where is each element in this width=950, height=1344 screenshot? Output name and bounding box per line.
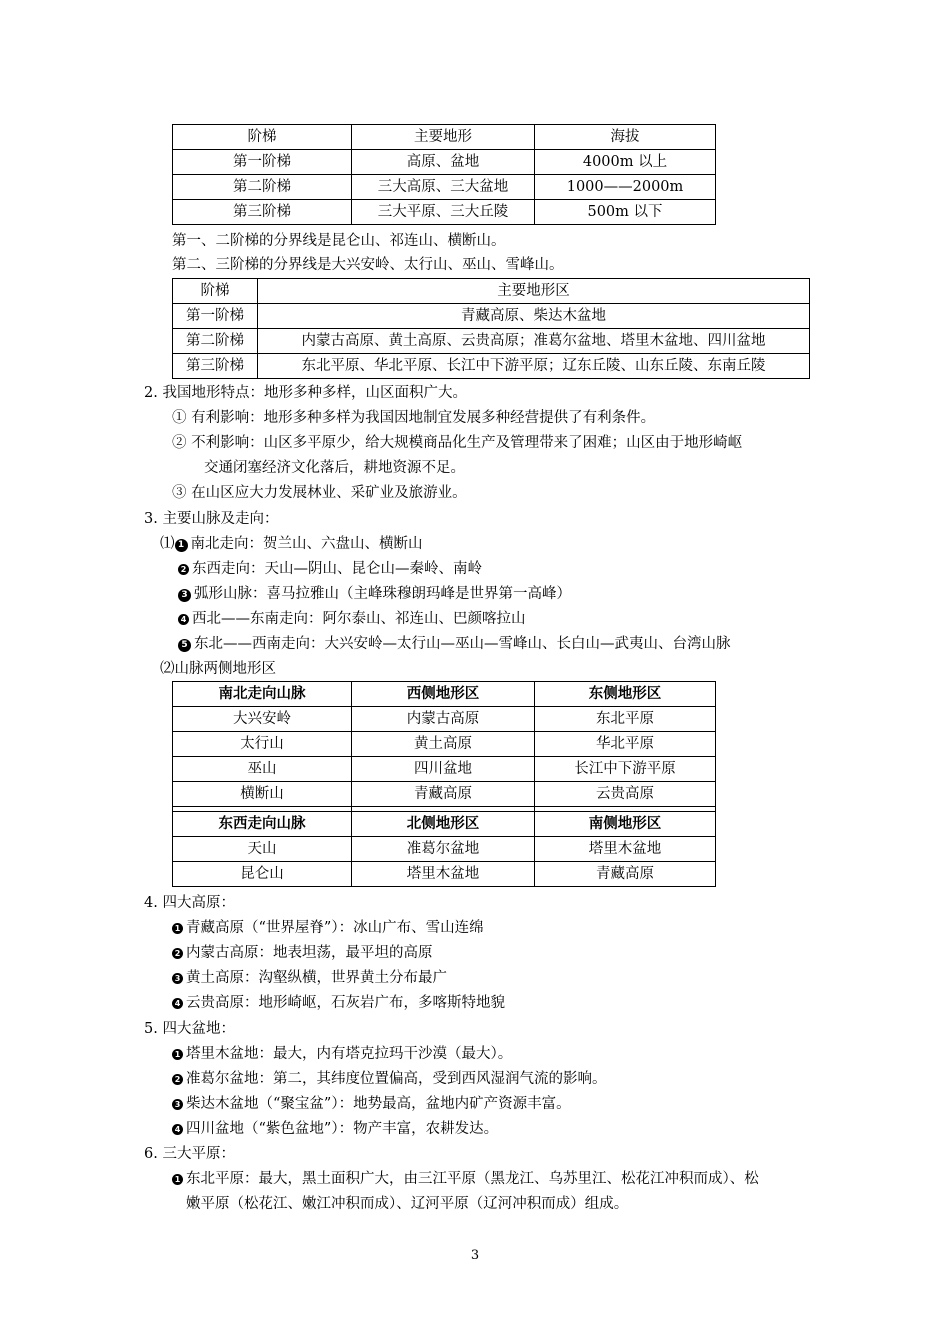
section-6-title: 6. 三大平原： [144, 1146, 235, 1162]
section-6-item-text: 东北平原：最大，黑土面积广大，由三江平原（黑龙江、乌苏里江、松花江冲积而成）、松 [186, 1171, 759, 1187]
table-header: 西侧地形区 [352, 682, 535, 707]
section-3-item [178, 557, 482, 581]
table-cell: 第三阶梯 [173, 354, 258, 379]
section-5-item [172, 1067, 607, 1091]
table-header: 阶梯 [173, 125, 352, 150]
table-cell: 第三阶梯 [173, 200, 352, 225]
section-2-item: 交通闭塞经济文化落后，耕地资源不足。 [204, 460, 465, 476]
section-4-item [172, 991, 505, 1015]
number-marker-icon: 3 [178, 589, 191, 602]
page-number: 3 [470, 1248, 480, 1263]
table-cell: 横断山 [173, 782, 352, 807]
section-6-item-continued: 嫩平原（松花江、嫩江冲积而成）、辽河平原（辽河冲积而成）组成。 [186, 1196, 629, 1212]
table-cell: 太行山 [173, 732, 352, 757]
section-5-item [172, 1092, 571, 1116]
section-5-item [172, 1042, 512, 1066]
table-cell: 巫山 [173, 757, 352, 782]
table-cell: 青藏高原 [535, 862, 716, 887]
table-cell: 长江中下游平原 [535, 757, 716, 782]
table-row [173, 175, 716, 200]
section-3-title: 3. 主要山脉及走向： [144, 511, 279, 527]
section-5-item [172, 1117, 498, 1141]
section-4-item-text: 内蒙古高原：地表坦荡，最平坦的高原 [186, 945, 433, 961]
number-marker-icon: 4 [172, 1124, 183, 1135]
table-cell: 四川盆地 [352, 757, 535, 782]
table-row [173, 707, 716, 732]
table-cell: 云贵高原 [535, 782, 716, 807]
table-cell: 第一阶梯 [173, 304, 258, 329]
number-marker-icon: 2 [178, 564, 189, 575]
table-cell: 4000m 以上 [535, 150, 716, 175]
boundary-line-2: 第二、三阶梯的分界线是大兴安岭、太行山、巫山、雪峰山。 [172, 257, 564, 273]
section-3-item-text: 南北走向：贺兰山、六盘山、横断山 [190, 536, 423, 552]
section-4-item [172, 941, 433, 965]
section-3-item-text: 西北——东南走向：阿尔泰山、祁连山、巴颜喀拉山 [192, 611, 526, 627]
section-4-item [172, 966, 447, 990]
section-2-item: ② 不利影响：山区多平原少，给大规模商品化生产及管理带来了困难；山区由于地形崎岖 [172, 435, 743, 451]
table-header: 主要地形区 [258, 279, 810, 304]
section-3-item [178, 632, 731, 656]
section-4-item-text: 青藏高原（“世界屋脊”）：冰山广布、雪山连绵 [186, 920, 484, 936]
number-marker-icon: 4 [178, 614, 189, 625]
section-4-item-text: 云贵高原：地形崎岖，石灰岩广布，多喀斯特地貌 [186, 995, 505, 1011]
table-cell: 准葛尔盆地 [352, 837, 535, 862]
table-cell: 1000——2000m [535, 175, 716, 200]
section-2-item: ③ 在山区应大力发展林业、采矿业及旅游业。 [172, 485, 467, 501]
section-5-item-text: 塔里木盆地：最大，内有塔克拉玛干沙漠（最大）。 [186, 1046, 513, 1062]
section-3-item-text: 东北——西南走向：大兴安岭—太行山—巫山—雪峰山、长白山—武夷山、台湾山脉 [194, 636, 731, 652]
table-cell: 塔里木盆地 [352, 862, 535, 887]
table-row [173, 354, 810, 379]
section-3-sub2: ⑵山脉两侧地形区 [160, 661, 276, 677]
section-5-item-text: 柴达木盆地（“聚宝盆”）：地势最高，盆地内矿产资源丰富。 [186, 1096, 571, 1112]
section-3-item-text: 东西走向：天山—阴山、昆仑山—秦岭、南岭 [192, 561, 482, 577]
table-cell: 高原、盆地 [352, 150, 535, 175]
section-2-item: ① 有利影响：地形多种多样为我国因地制宜发展多种经营提供了有利条件。 [172, 410, 656, 426]
table-header: 主要地形 [352, 125, 535, 150]
mountain-sides-table [172, 681, 716, 887]
table-row [173, 757, 716, 782]
section-4-title: 4. 四大高原： [144, 895, 235, 911]
number-marker-icon: 2 [172, 1074, 183, 1085]
section-3-item [178, 582, 571, 606]
table-cell: 东北平原 [535, 707, 716, 732]
section-3-item [160, 532, 423, 556]
table-row [173, 329, 810, 354]
table-row [173, 782, 716, 807]
section-2-title: 2. 我国地形特点：地形多种多样，山区面积广大。 [144, 385, 467, 401]
table-row [173, 304, 810, 329]
table-header: 东西走向山脉 [173, 812, 352, 837]
table-header: 北侧地形区 [352, 812, 535, 837]
number-marker-icon: 3 [172, 973, 183, 984]
terrain-regions-table [172, 278, 810, 379]
table-cell: 第二阶梯 [173, 329, 258, 354]
section-3-item [178, 607, 526, 631]
table-row [173, 837, 716, 862]
table-cell: 华北平原 [535, 732, 716, 757]
table-cell: 第一阶梯 [173, 150, 352, 175]
terrain-steps-table [172, 124, 716, 225]
table-header: 南北走向山脉 [173, 682, 352, 707]
table-row [173, 150, 716, 175]
table-cell: 第二阶梯 [173, 175, 352, 200]
number-marker-icon: 3 [172, 1099, 183, 1110]
table-cell: 青藏高原 [352, 782, 535, 807]
section-6-item [172, 1167, 759, 1191]
number-marker-icon: 4 [172, 998, 183, 1009]
table-cell: 三大高原、三大盆地 [352, 175, 535, 200]
table-cell: 500m 以下 [535, 200, 716, 225]
table-cell: 天山 [173, 837, 352, 862]
number-marker-icon: 1 [172, 923, 183, 934]
table-cell: 青藏高原、柴达木盆地 [258, 304, 810, 329]
sub-number: ⑴ [160, 536, 175, 552]
number-marker-icon: 1 [175, 539, 188, 552]
table-row [173, 200, 716, 225]
section-5-item-text: 准葛尔盆地：第二，其纬度位置偏高，受到西风湿润气流的影响。 [186, 1071, 607, 1087]
table-cell: 黄土高原 [352, 732, 535, 757]
number-marker-icon: 5 [178, 639, 191, 652]
section-3-item-text: 弧形山脉：喜马拉雅山（主峰珠穆朗玛峰是世界第一高峰） [194, 586, 571, 602]
section-4-item-text: 黄土高原：沟壑纵横，世界黄土分布最广 [186, 970, 447, 986]
number-marker-icon: 1 [172, 1174, 183, 1185]
table-cell: 昆仑山 [173, 862, 352, 887]
table-row [173, 732, 716, 757]
table-cell: 东北平原、华北平原、长江中下游平原；辽东丘陵、山东丘陵、东南丘陵 [258, 354, 810, 379]
table-row [173, 862, 716, 887]
boundary-line-1: 第一、二阶梯的分界线是昆仑山、祁连山、横断山。 [172, 233, 506, 249]
table-header: 海拔 [535, 125, 716, 150]
table-cell: 塔里木盆地 [535, 837, 716, 862]
table-cell: 大兴安岭 [173, 707, 352, 732]
table-header: 东侧地形区 [535, 682, 716, 707]
table-header: 阶梯 [173, 279, 258, 304]
section-5-title: 5. 四大盆地： [144, 1021, 235, 1037]
table-cell: 内蒙古高原 [352, 707, 535, 732]
number-marker-icon: 1 [172, 1049, 183, 1060]
table-cell: 内蒙古高原、黄土高原、云贵高原；准葛尔盆地、塔里木盆地、四川盆地 [258, 329, 810, 354]
table-header: 南侧地形区 [535, 812, 716, 837]
number-marker-icon: 2 [172, 948, 183, 959]
section-4-item [172, 916, 484, 940]
section-5-item-text: 四川盆地（“紫色盆地”）：物产丰富，农耕发达。 [186, 1121, 499, 1137]
table-cell: 三大平原、三大丘陵 [352, 200, 535, 225]
